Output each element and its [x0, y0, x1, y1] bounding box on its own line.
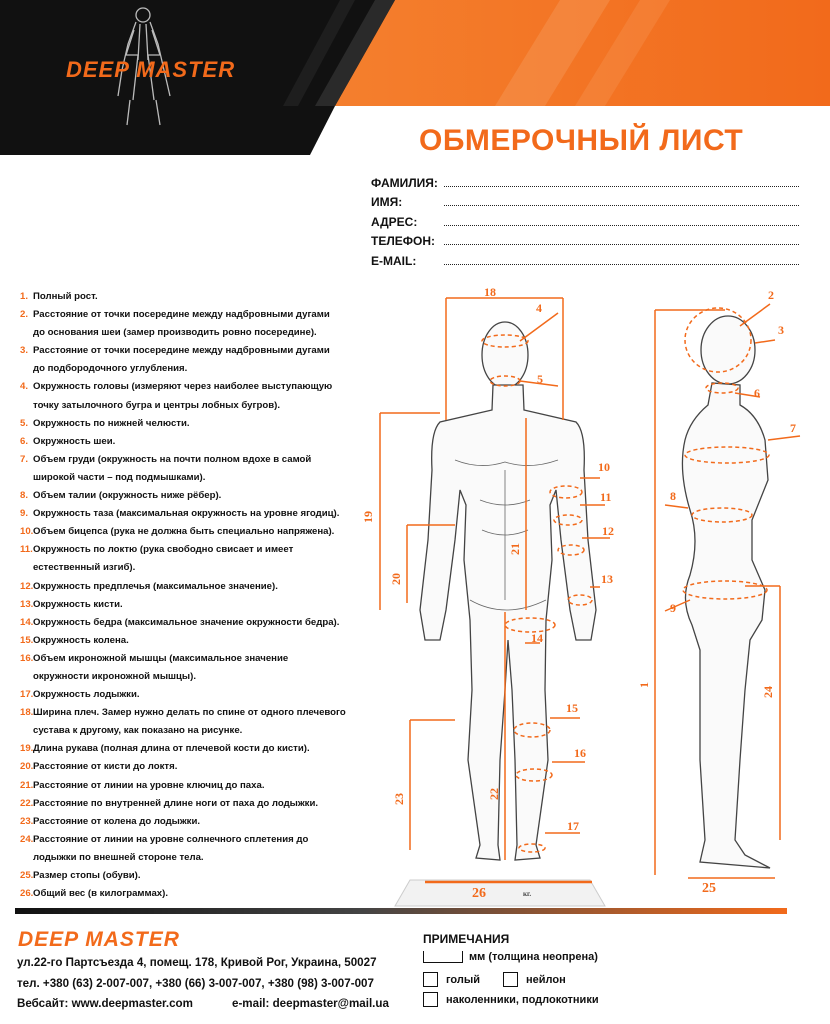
- legend-item: 15. Окружность колена.: [20, 634, 129, 646]
- label-6: 6: [754, 386, 760, 400]
- field-label: ИМЯ:: [371, 195, 403, 209]
- legend-item: 3. Расстояние от точки посередине между надбровными дугами до подбородочного углубления.: [20, 345, 330, 375]
- field-line[interactable]: [444, 254, 799, 265]
- legend-item: 6. Окружность шеи.: [20, 435, 116, 447]
- page-title: ОБМЕРОЧНЫЙ ЛИСТ: [419, 124, 744, 157]
- legend-item: 18. Ширина плеч. Замер нужно делать по спине от одного плечевого сустава к другому, как показано на рисунке.: [20, 707, 346, 737]
- label-13: 13: [601, 572, 613, 586]
- label-21: 21: [508, 543, 522, 555]
- label-1: 1: [637, 682, 651, 688]
- note-bare-label: голый: [446, 973, 481, 986]
- legend-item: 4. Окружность головы (измеряют через наиболее выступающую точку затылочного бугра и центры лобных бугров).: [20, 381, 333, 411]
- label-3: 3: [778, 323, 784, 337]
- footer-logo-text: DEEP MASTER: [18, 928, 180, 951]
- checkbox-bare[interactable]: [423, 972, 438, 987]
- label-22: 22: [487, 788, 501, 800]
- legend-item: 20. Расстояние от кисти до локтя.: [20, 761, 178, 773]
- legend-item: 12. Окружность предплечья (максимальное значение).: [20, 580, 278, 592]
- legend-item: 16. Объем икроножной мышцы (максимальное значение окружности икроножной мышцы).: [20, 652, 289, 682]
- label-10: 10: [598, 460, 610, 474]
- label-24: 24: [761, 686, 775, 698]
- note-thickness-label: мм (толщина неопрена): [469, 951, 598, 963]
- label-4: 4: [536, 301, 542, 315]
- note-nylon-label: нейлон: [526, 973, 566, 986]
- field-email[interactable]: [371, 250, 799, 268]
- legend-item: 13. Окружность кисти.: [20, 598, 123, 610]
- legend-item: 10. Объем бицепса (рука не должна быть специально напряжена).: [20, 526, 335, 538]
- label-26: 26: [472, 886, 486, 901]
- label-17: 17: [567, 819, 579, 833]
- field-line[interactable]: [444, 195, 799, 206]
- checkbox-pads[interactable]: [423, 992, 438, 1007]
- note-pads-label: наколенники, подлокотники: [446, 993, 599, 1006]
- field-label: ТЕЛЕФОН:: [371, 234, 435, 248]
- note-option-pads[interactable]: [423, 992, 599, 1007]
- footer-logo: [16, 926, 196, 952]
- field-line[interactable]: [444, 176, 799, 187]
- field-label: ФАМИЛИЯ:: [371, 176, 438, 190]
- legend-item: 8. Объем талии (окружность ниже рёбер).: [20, 490, 222, 502]
- label-18: 18: [484, 285, 496, 299]
- legend-item: 7. Объем груди (окружность на почти полном вдохе в самой широкой части – под подмышками).: [20, 453, 312, 483]
- label-23: 23: [392, 793, 406, 805]
- measurement-legend: [20, 288, 365, 903]
- note-option-nylon[interactable]: [503, 972, 566, 987]
- label-8: 8: [670, 489, 676, 503]
- legend-item: 22. Расстояние по внутренней длине ноги от паха до лодыжки.: [20, 797, 319, 809]
- footer-divider: [15, 908, 787, 914]
- field-surname[interactable]: [371, 172, 799, 190]
- scale-platform: [395, 880, 605, 906]
- legend-item: 1. Полный рост.: [20, 291, 98, 302]
- field-address[interactable]: [371, 211, 799, 229]
- legend-item: 26. Общий вес (в килограммах).: [20, 888, 169, 900]
- legend-item: 25. Размер стопы (обуви).: [20, 870, 141, 881]
- label-7: 7: [790, 421, 796, 435]
- footer-phones: тел. +380 (63) 2-007-007, +380 (66) 3-007-007, +380 (98) 3-007-007: [17, 977, 374, 990]
- legend-item: 11. Окружность по локтю (рука свободно свисает и имеет естественный изгиб).: [20, 544, 294, 574]
- field-label: E-MAIL:: [371, 254, 417, 268]
- label-25: 25: [702, 881, 716, 896]
- legend-item: 23. Расстояние от колена до лодыжки.: [20, 815, 201, 827]
- label-2: 2: [768, 288, 774, 302]
- legend-item: 24. Расстояние от линии на уровне солнечного сплетения до лодыжки по внешней стороне тела.: [20, 833, 309, 863]
- footer-website[interactable]: Вебсайт: www.deepmaster.com: [17, 997, 193, 1010]
- field-phone[interactable]: [371, 230, 799, 248]
- brand-logo-text: DEEP MASTER: [66, 57, 236, 82]
- weight-unit: кг.: [523, 890, 532, 898]
- field-line[interactable]: [444, 215, 799, 226]
- footer-email[interactable]: e-mail: deepmaster@mail.ua: [232, 997, 389, 1010]
- legend-item: 2. Расстояние от точки посередине между надбровными дугами до основания шеи (замер производить ровно посередине).: [20, 309, 330, 339]
- legend-item: 14. Окружность бедра (максимальное значение окружности бедра).: [20, 616, 340, 628]
- note-option-bare[interactable]: [423, 972, 480, 987]
- footer-address: ул.22-го Партсъезда 4, помещ. 178, Кривой Рог, Украина, 50027: [17, 956, 377, 969]
- label-20: 20: [389, 573, 403, 585]
- label-15: 15: [566, 701, 578, 715]
- label-11: 11: [600, 490, 612, 504]
- label-12: 12: [602, 524, 614, 538]
- label-16: 16: [574, 746, 586, 760]
- label-9: 9: [670, 601, 676, 615]
- note-thickness[interactable]: [423, 951, 598, 963]
- label-19: 19: [361, 511, 375, 523]
- thickness-input[interactable]: [423, 951, 463, 963]
- notes-title: ПРИМЕЧАНИЯ: [423, 932, 510, 946]
- legend-item: 19. Длина рукава (полная длина от плечевой кости до кисти).: [20, 743, 310, 755]
- field-name[interactable]: [371, 191, 799, 209]
- legend-item: 21. Расстояние от линии на уровне ключиц до паха.: [20, 779, 265, 791]
- field-label: АДРЕС:: [371, 215, 418, 229]
- label-5: 5: [537, 372, 543, 386]
- field-line[interactable]: [444, 234, 799, 245]
- body-measurement-figure: [361, 282, 830, 910]
- legend-item: 5. Окружность по нижней челюсти.: [20, 417, 190, 429]
- legend-item: 9. Окружность таза (максимальная окружность на уровне ягодиц).: [20, 508, 340, 520]
- checkbox-nylon[interactable]: [503, 972, 518, 987]
- legend-item: 17. Окружность лодыжки.: [20, 689, 140, 701]
- label-14: 14: [531, 631, 543, 645]
